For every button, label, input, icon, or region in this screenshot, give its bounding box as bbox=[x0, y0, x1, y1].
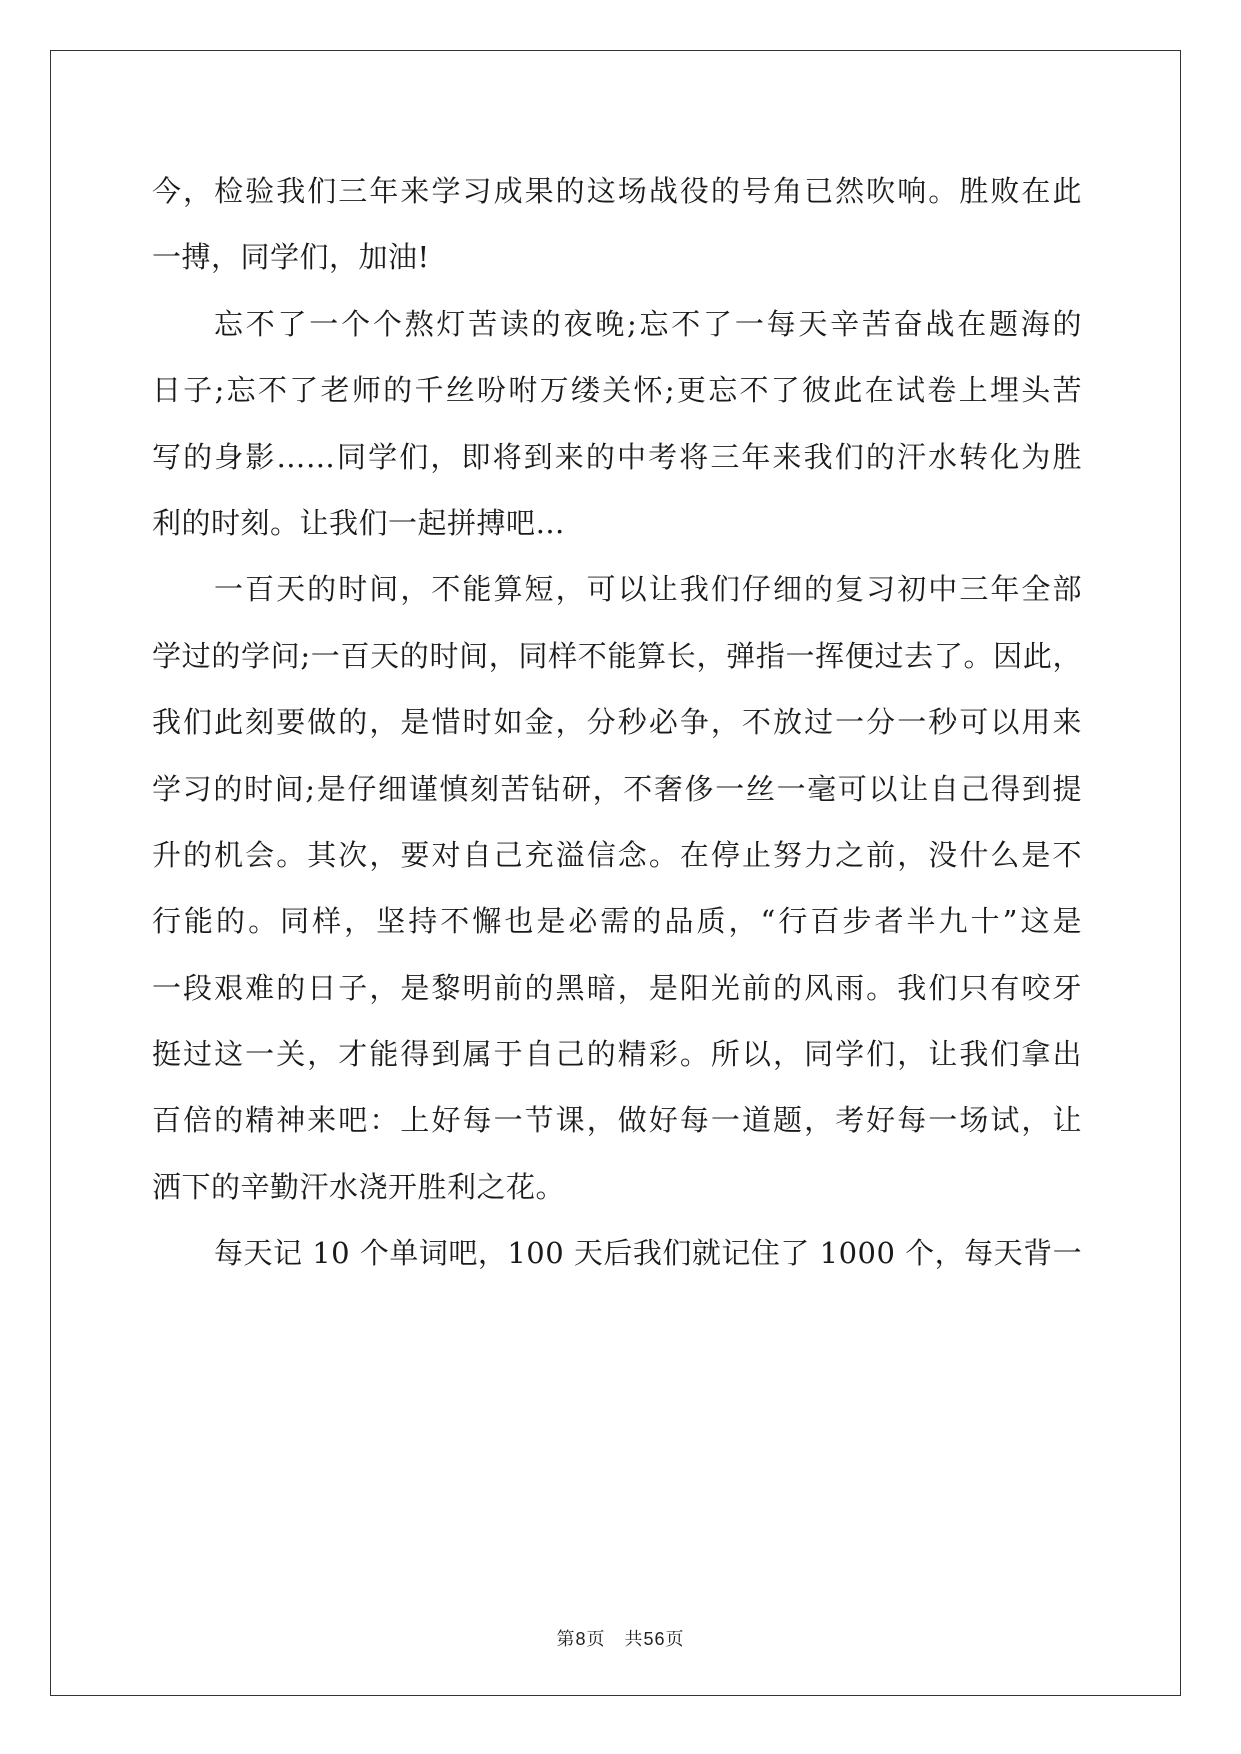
text-line: 学习的时间;是仔细谨慎刻苦钻研，不奢侈一丝一毫可以让自己得到提 bbox=[152, 771, 1082, 806]
text-line: 忘不了一个个熬灯苦读的夜晚;忘不了一每天辛苦奋战在题海的 bbox=[214, 306, 1082, 341]
text-line: 一搏，同学们，加油! bbox=[152, 240, 430, 275]
footer-prefix: 第 bbox=[556, 1629, 576, 1650]
text-line: 升的机会。其次，要对自己充溢信念。在停止努力之前，没什么是不 bbox=[152, 837, 1082, 872]
document-body bbox=[152, 158, 1082, 1287]
text-line: 写的身影……同学们，即将到来的中考将三年来我们的汗水转化为胜 bbox=[152, 439, 1082, 474]
current-page-number: 8 bbox=[575, 1629, 587, 1649]
text-line: 洒下的辛勤汗水浇开胜利之花。 bbox=[152, 1169, 566, 1204]
total-page-count: 56 bbox=[643, 1629, 666, 1649]
text-line: 利的时刻。让我们一起拼搏吧… bbox=[152, 505, 566, 540]
text-line: 一段艰难的日子，是黎明前的黑暗，是阳光前的风雨。我们只有咬牙 bbox=[152, 970, 1082, 1005]
text-line: 今，检验我们三年来学习成果的这场战役的号角已然吹响。胜败在此 bbox=[152, 174, 1082, 208]
text-line: 我们此刻要做的，是惜时如金，分秒必争，不放过一分一秒可以用来 bbox=[152, 705, 1082, 740]
text-line: 学过的学问;一百天的时间，同样不能算长，弹指一挥便过去了。因此， bbox=[152, 638, 1082, 673]
text-line: 行能的。同样，坚持不懈也是必需的品质，“行百步者半九十”这是 bbox=[152, 904, 1082, 939]
text-line: 挺过这一关，才能得到属于自己的精彩。所以，同学们，让我们拿出 bbox=[152, 1037, 1082, 1072]
text-line: 百倍的精神来吧：上好每一节课，做好每一道题，考好每一场试，让 bbox=[152, 1103, 1082, 1138]
text-line: 每天记 10 个单词吧，100 天后我们就记住了 1000 个，每天背一 bbox=[214, 1236, 1083, 1271]
text-line: 日子;忘不了老师的千丝吩咐万缕关怀;更忘不了彼此在试卷上埋头苦 bbox=[152, 373, 1082, 408]
footer-suffix: 页 bbox=[665, 1629, 685, 1650]
footer-mid: 页 共 bbox=[586, 1629, 644, 1650]
text-line: 一百天的时间，不能算短，可以让我们仔细的复习初中三年全部 bbox=[214, 572, 1082, 607]
page-footer bbox=[0, 1625, 1241, 1651]
